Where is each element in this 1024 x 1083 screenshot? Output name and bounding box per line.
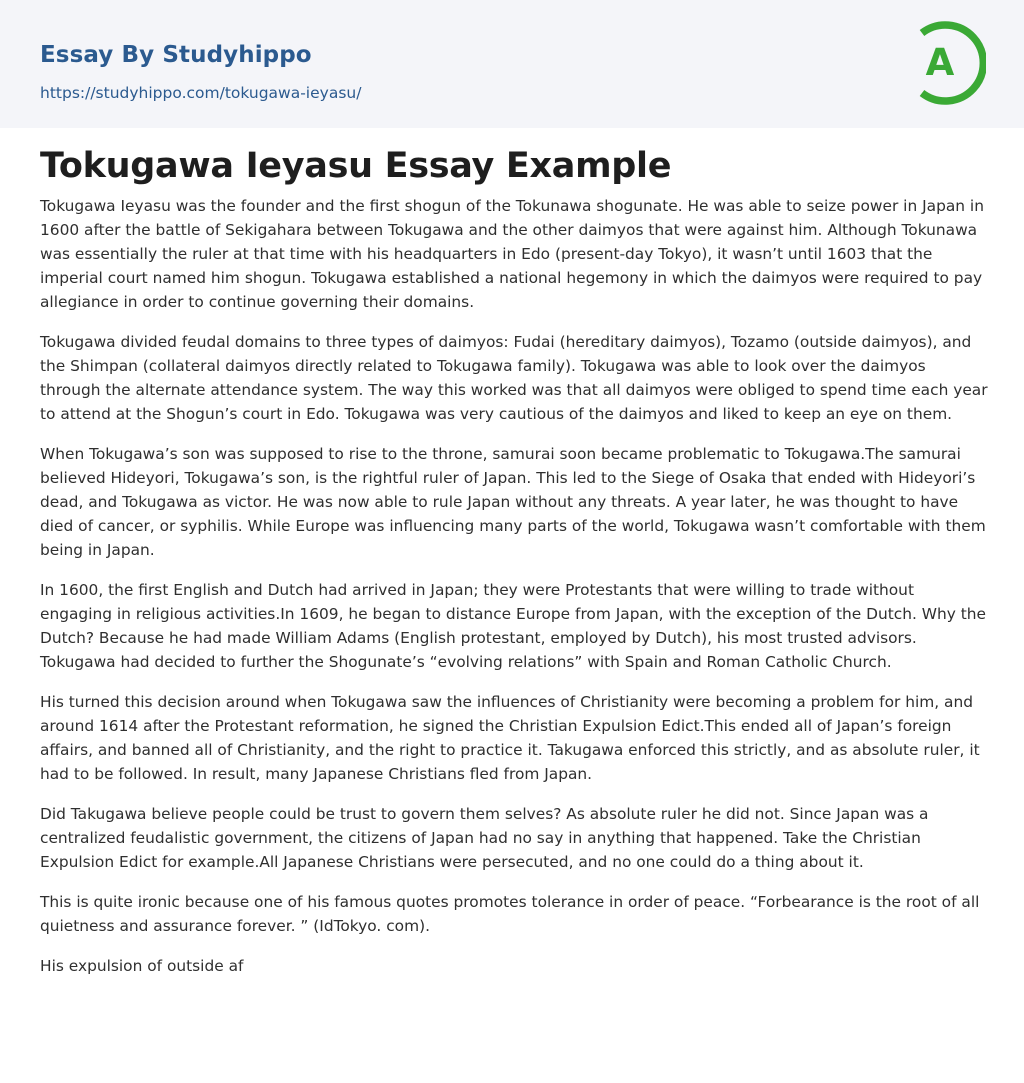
essay-paragraph-truncated: His expulsion of outside af	[40, 957, 244, 975]
essay-paragraph: Did Takugawa believe people could be trust to govern them selves? As absolute ruler he did not. Since Japan was a centralized feudalistic government, the citizens of Japan had no say in anything that happened. Take the Christian Expulsion Edict for example.All Japanese Christians were persecuted, and no one could do a thing about it.	[40, 805, 929, 871]
site-header	[0, 0, 1024, 128]
essay-paragraph: Tokugawa divided feudal domains to three types of daimyos: Fudai (hereditary daimyos), Tozamo (outside daimyos), and the Shimpan (collateral daimyos directly related to Tokugawa family). Tokugawa was able to look over the daimyos through the alternate attendance system. The way this worked was that all daimyos were obliged to spend time each year to attend at the Shogun’s court in Edo. Tokugawa was very cautious of the daimyos and liked to keep an eye on them.	[40, 333, 988, 423]
essay-paragraph: When Tokugawa’s son was supposed to rise to the throne, samurai soon became problematic to Tokugawa.The samurai believed Hideyori, Tokugawa’s son, is the rightful ruler of Japan. This led to the Siege of Osaka that ended with Hideyori’s dead, and Tokugawa as victor. He was now able to rule Japan without any threats. A year later, he was thought to have died of cancer, or syphilis. While Europe was influencing many parts of the world, Tokugawa wasn’t comfortable with them being in Japan.	[40, 445, 986, 559]
essay-title: Tokugawa Ieyasu Essay Example	[40, 146, 672, 186]
logo-letter: A	[925, 41, 955, 84]
studyhippo-logo-icon[interactable]	[912, 19, 986, 107]
essay-body	[40, 194, 988, 994]
site-brand[interactable]: Essay By Studyhippo	[40, 42, 312, 68]
page-url-link[interactable]: https://studyhippo.com/tokugawa-ieyasu/	[40, 84, 362, 102]
essay-paragraph: Tokugawa Ieyasu was the founder and the first shogun of the Tokunawa shogunate. He was able to seize power in Japan in 1600 after the battle of Sekigahara between Tokugawa and the other daimyos that were against him. Although Tokunawa was essentially the ruler at that time with his headquarters in Edo (present-day Tokyo), it wasn’t until 1603 that the imperial court named him shogun. Tokugawa established a national hegemony in which the daimyos were required to pay allegiance in order to continue governing their domains.	[40, 197, 984, 311]
essay-paragraph: In 1600, the first English and Dutch had arrived in Japan; they were Protestants that were willing to trade without engaging in religious activities.In 1609, he began to distance Europe from Japan, with the exception of the Dutch. Why the Dutch? Because he had made William Adams (English protestant, employed by Dutch), his most trusted advisors. Tokugawa had decided to further the Shogunate’s “evolving relations” with Spain and Roman Catholic Church.	[40, 581, 986, 671]
essay-paragraph: This is quite ironic because one of his famous quotes promotes tolerance in order of peace. “Forbearance is the root of all quietness and assurance forever. ” (IdTokyo. com).	[40, 893, 980, 935]
essay-paragraph: His turned this decision around when Tokugawa saw the influences of Christianity were becoming a problem for him, and around 1614 after the Protestant reformation, he signed the Christian Expulsion Edict.This ended all of Japan’s foreign affairs, and banned all of Christianity, and the right to practice it. Takugawa enforced this strictly, and as absolute ruler, it had to be followed. In result, many Japanese Christians fled from Japan.	[40, 693, 980, 783]
